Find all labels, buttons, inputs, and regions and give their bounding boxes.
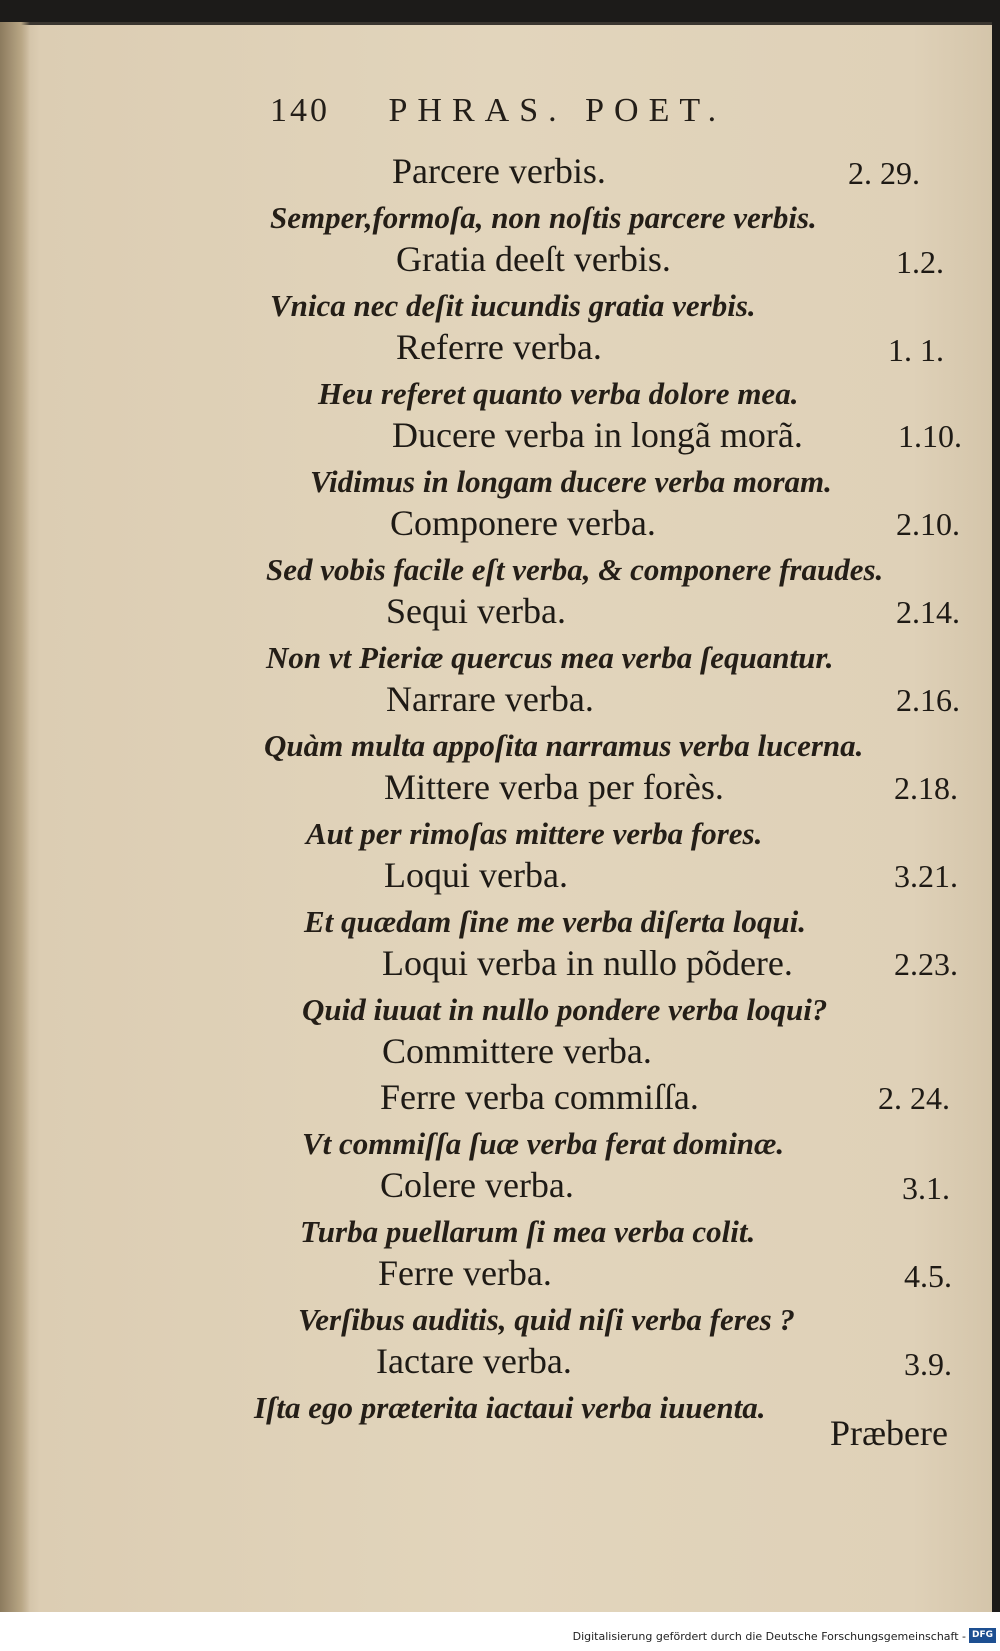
- phrase-heading: Loqui verba in nullo põdere.: [382, 943, 793, 983]
- catchword: Præbere: [830, 1413, 948, 1453]
- verse-quotation: Semper,formoſa, non noſtis parcere verbis.: [270, 200, 817, 235]
- reference: 1.2.: [896, 244, 944, 280]
- phrase-heading: Gratia deeſt verbis.: [396, 239, 671, 279]
- verse-quotation: Turba puellarum ſi mea verba colit.: [300, 1214, 756, 1249]
- verse-quotation: Et quædam ſine me verba diſerta loqui.: [304, 904, 807, 939]
- page-number: 140: [270, 92, 330, 129]
- reference: 1. 1.: [888, 332, 944, 368]
- reference: 3.21.: [894, 858, 958, 894]
- verse-quotation: Vnica nec deſit iucundis gratia verbis.: [270, 288, 756, 323]
- phrase-heading: Ferre verba.: [378, 1253, 552, 1293]
- phrase-heading: Narrare verba.: [386, 679, 594, 719]
- running-title: PHRAS. POET.: [388, 92, 727, 129]
- running-header: [270, 92, 830, 130]
- verse-quotation: Sed vobis facile eſt verba, & componere fraudes.: [266, 552, 884, 587]
- verse-quotation: Heu referet quanto verba dolore mea.: [318, 376, 799, 411]
- dfg-logo: DFG: [969, 1628, 996, 1643]
- verse-quotation: Vt commiſſa ſuæ verba ferat dominæ.: [302, 1126, 785, 1161]
- verse-quotation: Non vt Pieriæ quercus mea verba ſequantur.: [266, 640, 834, 675]
- reference: 2.16.: [896, 682, 960, 718]
- verse-quotation: Verſibus auditis, quid niſi verba feres ?: [298, 1302, 795, 1337]
- phrase-heading: Colere verba.: [380, 1165, 574, 1205]
- book-spine-shadow: [0, 22, 30, 1612]
- digitization-credit: Digitalisierung gefördert durch die Deutsche Forschungsgemeinschaft -: [572, 1630, 966, 1643]
- phrase-heading: Ferre verba commiſſa.: [380, 1077, 699, 1117]
- reference: 1.10.: [898, 418, 962, 454]
- phrase-heading: Sequi verba.: [386, 591, 566, 631]
- reference: 2. 29.: [848, 155, 920, 191]
- verse-quotation: Quid iuuat in nullo pondere verba loqui?: [302, 992, 828, 1027]
- phrase-heading: Loqui verba.: [384, 855, 568, 895]
- verse-quotation: Quàm multa appoſita narramus verba lucerna.: [264, 728, 864, 763]
- reference: 3.1.: [902, 1170, 950, 1206]
- phrase-heading: Iactare verba.: [376, 1341, 572, 1381]
- verse-quotation: Aut per rimoſas mittere verba fores.: [306, 816, 763, 851]
- reference: 4.5.: [904, 1258, 952, 1294]
- phrase-heading: Parcere verbis.: [392, 151, 606, 191]
- phrase-heading: Mittere verba per forès.: [384, 767, 724, 807]
- reference: 2. 24.: [878, 1080, 950, 1116]
- reference: 3.9.: [904, 1346, 952, 1382]
- reference: 2.10.: [896, 506, 960, 542]
- reference: 2.14.: [896, 594, 960, 630]
- reference: 2.23.: [894, 946, 958, 982]
- phrase-heading: Ducere verba in longã morã.: [392, 415, 803, 455]
- verse-quotation: Iſta ego præterita iactaui verba iuuenta.: [254, 1390, 766, 1425]
- phrase-heading: Committere verba.: [382, 1031, 652, 1071]
- verse-quotation: Vidimus in longam ducere verba moram.: [310, 464, 832, 499]
- phrase-heading: Referre verba.: [396, 327, 602, 367]
- phrase-heading: Componere verba.: [390, 503, 656, 543]
- reference: 2.18.: [894, 770, 958, 806]
